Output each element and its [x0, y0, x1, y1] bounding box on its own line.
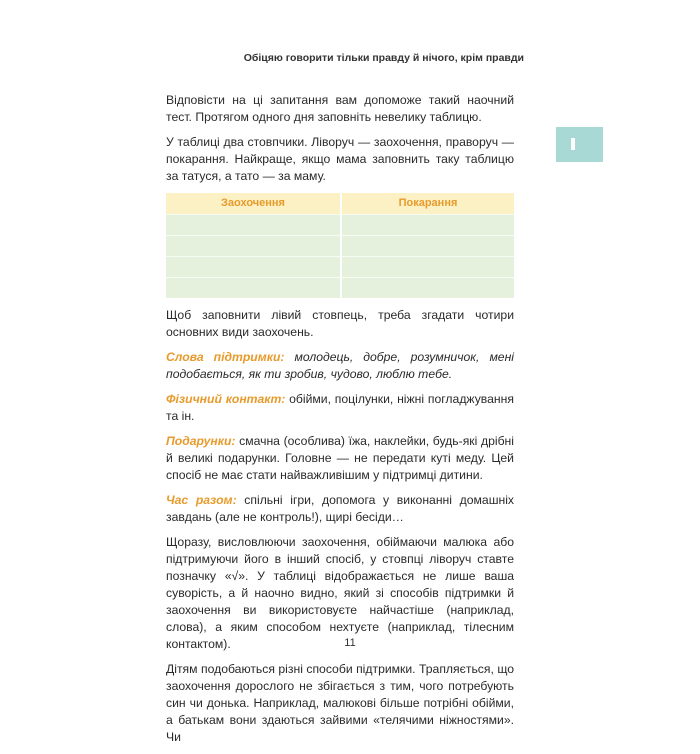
text-gifts: смачна (особлива) їжа, наклейки, будь-які дрібні й великі подарунки. Головне — не передати куті меду. Цей спосіб не має стати найважливішим у підтримці дитини. — [166, 434, 514, 482]
paragraph-gifts — [166, 433, 514, 484]
paragraph-words-of-support — [166, 349, 514, 383]
label-time-together: Час разом: — [166, 493, 237, 507]
table-header-row — [166, 193, 514, 214]
running-header: Обіцяю говорити тільки правду й нічого, крім правди — [243, 52, 524, 64]
table-cell — [340, 235, 514, 256]
text-time-together: спільні ігри, допомога у виконанні домашніх завдань (але не контроль!), щирі бесіди… — [166, 493, 514, 524]
text-words-of-support: молодець, добре, розумничок, мені подобається, як ти зробив, чудово, люблю тебе. — [166, 350, 514, 381]
table-cell — [340, 256, 514, 277]
table-row — [166, 214, 514, 235]
table-header-punishments: Покарання — [340, 193, 514, 214]
table-row — [166, 235, 514, 256]
paragraph-checkmark-instructions: Щоразу, висловлюючи заохочення, обіймаючи малюка або підтримуючи його в інший спосіб, у стовпці ліворуч ставте позначку «√». У таблиці відображається не лише ваша суворість, а й наочно видно, який зі способів підтримки й заохочення ви використовуєте найчастіше (наприклад, слова), а яким способом нехтуєте (наприклад, тілесним контактом). — [166, 535, 514, 651]
paragraph-table-description: У таблиці два стовпчики. Ліворуч — заохочення, праворуч — покарання. Найкраще, якщо мама заповнить таку таблицю за татуся, а тато — за маму. — [166, 135, 514, 183]
label-words-of-support: Слова підтримки: — [166, 350, 285, 364]
table-row — [166, 256, 514, 277]
table-cell — [166, 214, 340, 235]
table-cell — [166, 256, 340, 277]
page-number: 11 — [344, 637, 356, 649]
table-cell — [166, 277, 340, 298]
paragraph-support-preferences: Дітям подобаються різні способи підтримки. Трапляється, що заохочення дорослого не збігається з тим, чого потребують син чи донька. Наприклад, малюкові більше потрібні обійми, а батькам вони здаються зайвими «телячими ніжностями». Чи — [166, 662, 514, 744]
label-gifts: Подарунки: — [166, 434, 236, 448]
paragraph-time-together — [166, 492, 514, 526]
table-cell — [166, 235, 340, 256]
table-row — [166, 277, 514, 298]
paragraph-intro: Відповісти на ці запитання вам допоможе такий наочний тест. Протягом одного дня заповніть невелику таблицю. — [166, 93, 514, 124]
paragraph-reward-types: Щоб заповнити лівий стовпець, треба згадати чотири основних види заохочень. — [166, 308, 514, 339]
chapter-tab-mark — [571, 138, 575, 150]
chapter-tab-marker — [556, 127, 603, 162]
text-physical-contact: обійми, поцілунки, ніжні погладжування та ін. — [166, 392, 514, 423]
label-physical-contact: Фізичний контакт: — [166, 392, 286, 406]
table-header-rewards: Заохочення — [166, 193, 340, 214]
table-cell — [340, 214, 514, 235]
page-body — [166, 92, 514, 754]
table-cell — [340, 277, 514, 298]
reward-punishment-table — [166, 193, 514, 298]
paragraph-physical-contact — [166, 391, 514, 425]
